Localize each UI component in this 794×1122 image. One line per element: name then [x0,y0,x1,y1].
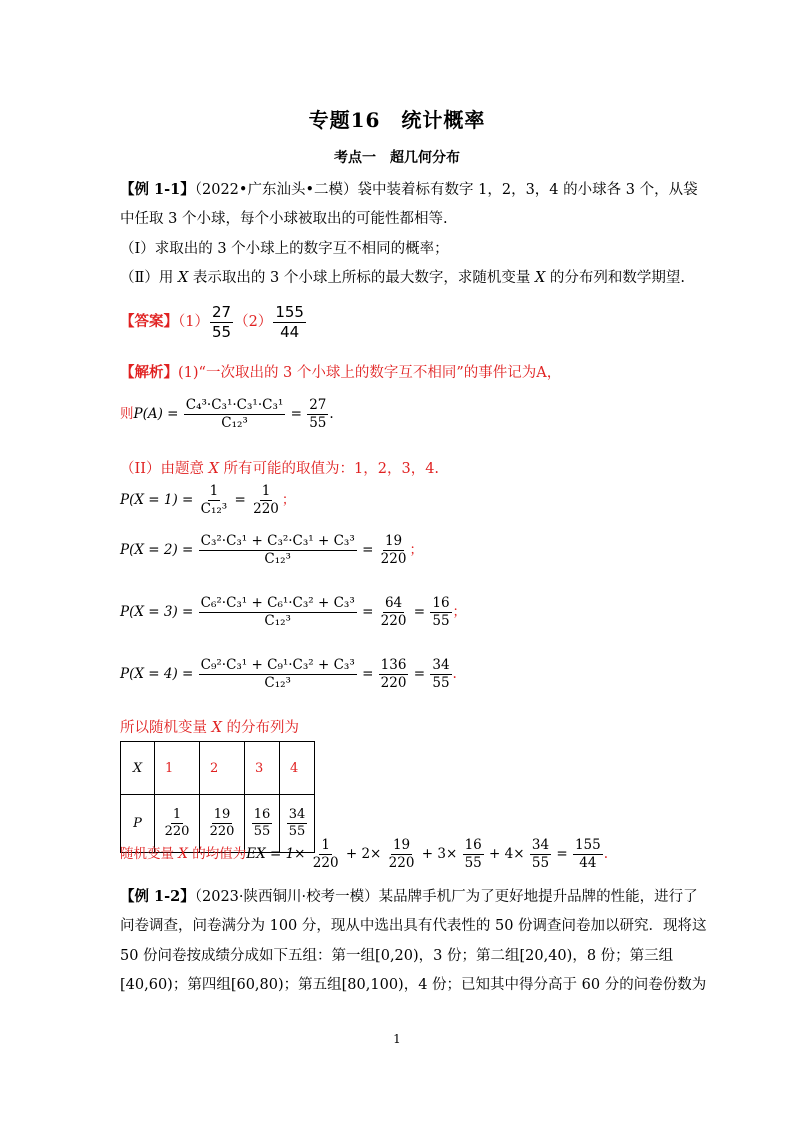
example1-line1 [120,178,698,199]
example1-tag: 【例 1-1】 [120,181,195,198]
table-cell: 2 [200,742,245,795]
example2-line2: 问卷调查，问卷满分为 100 分，现从中选出具有代表性的 50 份调查问卷加以研究．现将这 [120,918,707,934]
example1-question2: （Ⅱ）用 X 表示取出的 3 个小球上所标的最大数字，求随机变量 X 的分布列和数学期望. [120,270,686,286]
answer-fraction-2: $\frac{155}{44}$ [275,303,304,341]
formula-px4: P(X = 4) = $\frac{\text{C₉²·C₃¹ + C₉¹·C₃² + C₃³}}{\text{C₁₂³}}$ = $\frac{136}{220}$ = $\frac{34}{55}$ . [120,657,457,691]
mean-formula: 随机变量 X 的均值为EX = 1× $\frac{1}{220}$ + 2× $\frac{19}{220}$ + 3× $\frac{16}{55}$ + 4× $\frac{34}{55}$ = $\frac{155}{44}$ . [120,837,609,871]
example1-source: （2022•广东汕头•二模） [194,182,358,198]
example1-text: 袋中装着标有数字 1，2，3，4 的小球各 3 个，从袋 [357,182,698,198]
distribution-table [120,741,315,853]
example2-line1: 【例 1-2】（2023·陕西铜川·校考一模）某品牌手机厂为了更好地提升品牌的性能，进行了 [120,888,698,905]
example1-question1: （Ⅰ）求取出的 3 个小球上的数字互不相同的概率； [120,241,449,257]
distribution-intro: 所以随机变量 X 的分布列为 [120,720,300,736]
table-cell: 3 [245,742,280,795]
table-header-p: P [121,795,155,853]
table-cell: $\frac{34}{55}$ [280,795,315,853]
formula-px3: P(X = 3) = $\frac{\text{C₆²·C₃¹ + C₆¹·C₃² + C₃³}}{\text{C₁₂³}}$ = $\frac{64}{220}$ = $\frac{16}{55}$ ； [120,595,467,629]
analysis-line2: （II）由题意 X 所有可能的取值为：1，2，3，4. [120,461,440,477]
table-cell: 1 [155,742,200,795]
example2-line4: [40,60)；第四组[60,80)；第五组[80,100)，4 份；已知其中得分高于 60 分的问卷份数为 [120,977,707,993]
example1-line2: 中任取 3 个小球，每个小球被取出的可能性都相等. [120,211,448,227]
table-cell: $\frac{16}{55}$ [245,795,280,853]
table-header-x: X [121,742,155,795]
table-row [121,742,315,795]
table-cell: $\frac{19}{220}$ [200,795,245,853]
formula-px1: P(X = 1) = $\frac{1}{\text{C₁₂³}}$ = $\frac{1}{220}$ ； [120,483,296,517]
formula-px2: P(X = 2) = $\frac{\text{C₃²·C₃¹ + C₃²·C₃¹ + C₃³}}{\text{C₁₂³}}$ = $\frac{19}{220}$ ； [120,533,423,567]
formula-pa: 则P(A) = $\frac{\text{C₄³·C₃¹·C₃¹·C₃¹}}{\text{C₁₂³}}$ = $\frac{27}{55}$ . [120,397,334,431]
page-number: 1 [393,1032,401,1046]
analysis-tag: 【解析】 [120,364,178,381]
answer-tag: 【答案】 [120,313,178,330]
example2-tag: 【例 1-2】 [120,888,195,905]
example2-source: （2023·陕西铜川·校考一模） [194,889,379,905]
table-cell: $\frac{1}{220}$ [155,795,200,853]
table-cell: 4 [280,742,315,795]
analysis-line1: 【解析】(1)“一次取出的 3 个小球上的数字互不相同”的事件记为A， [120,364,562,381]
section-subtitle: 考点一 超几何分布 [334,150,460,166]
example2-line3: 50 份问卷按成绩分成如下五组：第一组[0,20)，3 份；第二组[20,40)，8 份；第三组 [120,948,674,964]
answer-line: 【答案】（1） $\frac{27}{55}$ （2） $\frac{155}{44}$ [120,303,304,341]
answer-fraction-1: $\frac{27}{55}$ [211,303,232,341]
page-title: 专题16 统计概率 [308,108,486,132]
